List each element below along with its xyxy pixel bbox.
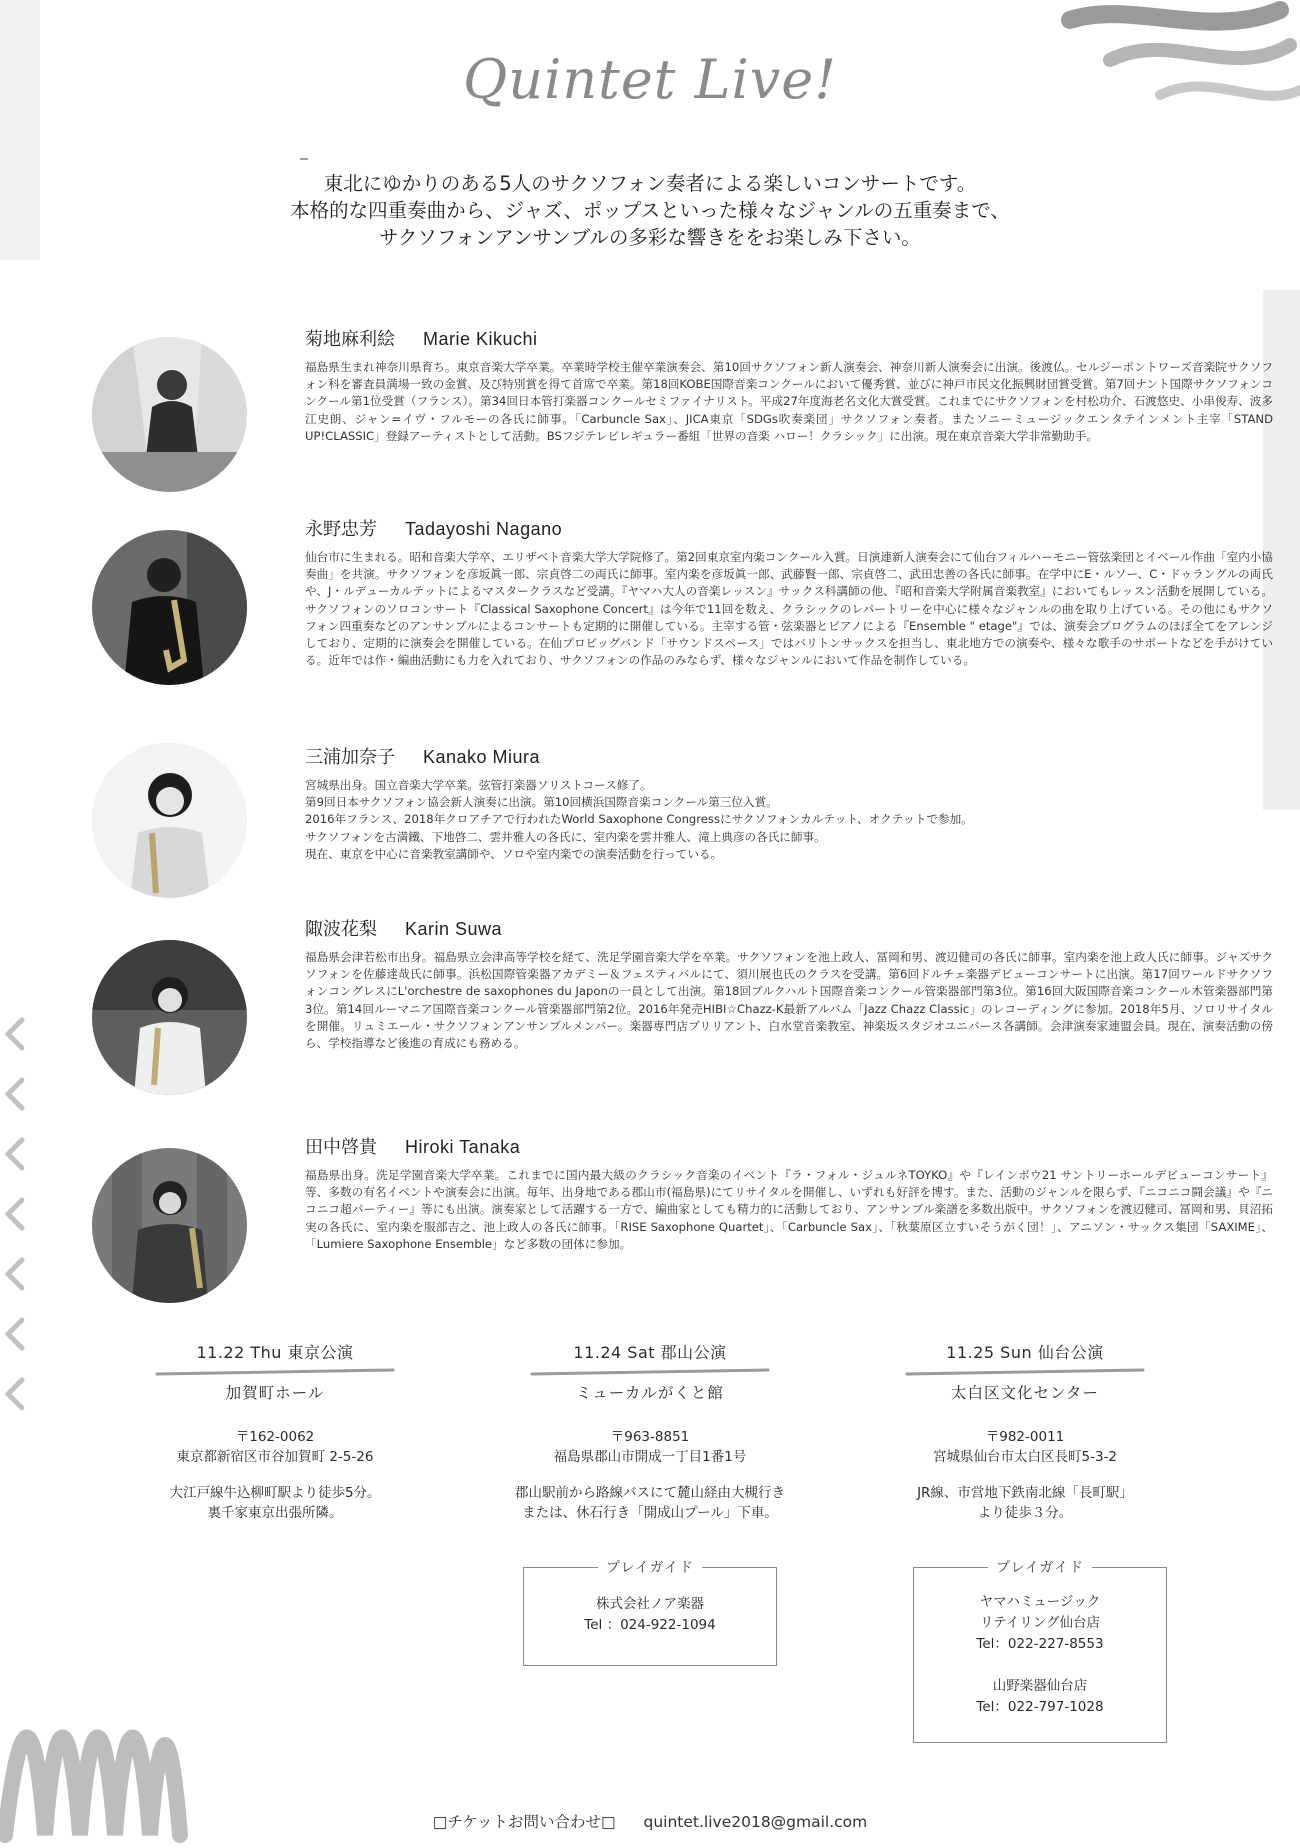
performer-photo	[92, 337, 247, 492]
concert-tokyo	[115, 1340, 435, 1523]
bio-line: 2016年フランス、2018年クロアチアで行われたWorld Saxophone Congressにサクソフォンカルテット、オクテットで参加。	[305, 812, 973, 827]
page-title: Quintet Live!	[463, 48, 837, 111]
performer-name	[305, 915, 502, 941]
performer-name	[305, 325, 538, 351]
play-guide-spacer	[914, 1655, 1166, 1676]
play-guide-koriyama	[523, 1560, 777, 1666]
divider-line	[155, 1367, 395, 1377]
performer-bio	[305, 777, 1273, 863]
performer-name	[305, 515, 562, 541]
performer-bio: 福島県会津若松市出身。福島県立会津高等学校を経て、洗足学園音楽大学を卒業。サクソフォンを池上政人、冨岡和男、渡辺健司の各氏に師事。室内楽を池上政人氏に師事。ジャズサクソフォンを佐藤達哉氏に師事。浜松国際管楽器アカデミー＆フェスティバルにて、須川展也氏のクラスを受講。第6回ドルチェ楽器デビューコンサートに出演。第17回ワールドサクソフォンコングレスにL'orchestre de saxophones du Japonの一員として出演。第18回ブルクハルト国際音楽コンクール管楽器部門第3位。第16回大阪国際音楽コンクール木管楽器部門第3位。第14回ルーマニア国際音楽コンクール管楽器部門第2位。2016年発売HIBI☆Chazz-K最新アルバム「Jazz Chazz Classic」のレコーディングに参加。2018年5月、ソロリサイタルを開催。リュミエール・サクソフォンアンサンブルメンバー。楽器専門店ブリリアント、白水堂音楽教室、神楽坂スタジオユニバース各講師。会津演奏家連盟会員。現在、演奏活動の傍ら、学校指導など後進の育成にも務める。	[305, 950, 1273, 1051]
bio-line: 第9回日本サクソフォン協会新人演奏に出演。第10回横浜国際音楽コンクール第三位入賞。	[305, 795, 778, 810]
concert-postal-code: 〒162-0062	[235, 1429, 315, 1445]
play-guide-title: プレイガイド	[988, 1557, 1092, 1577]
play-guide-shop: 株式会社ノア楽器	[596, 1596, 704, 1612]
concert-date: 11.25 Sun 仙台公演	[946, 1343, 1104, 1362]
contact-email[interactable]: quintet.live2018@gmail.com	[643, 1813, 868, 1831]
play-guide-phone: Tel ：024-922-1094	[584, 1617, 716, 1633]
play-guide-phone: Tel：022-797-1028	[976, 1699, 1104, 1715]
performer-name-en: Hiroki Tanaka	[405, 1137, 521, 1157]
intro-text	[0, 170, 1300, 251]
play-guide-phone: Tel：022-227-8553	[976, 1636, 1104, 1652]
concert-postal-code: 〒963-8851	[610, 1429, 690, 1445]
gray-block-decoration-left-top	[0, 0, 60, 300]
concert-koriyama	[490, 1340, 810, 1523]
performer-bio: 福島県生まれ神奈川県育ち。東京音楽大学卒業。卒業時学校主催卒業演奏会、第10回サクソフォン新人演奏会、神奈川新人演奏会に出演。後渡仏。セルジーポントワーズ音楽院サクソフォン科を審査員満場一致の金賞、及び特別賞を得て首席で卒業。第18回KOBE国際音楽コンクールにおいて優秀賞、並びに神戸市民文化振興財団賞受賞。第7回ナント国際サクソフォンコンクール第1位受賞（フランス）。第34回日本管打楽器コンクールセミファイナリスト。平成27年度海老名文化大賞受賞。これまでにサクソフォンを村松功介、石渡悠史、小串俊寿、波多江史朗、ジャン=イヴ・フルモーの各氏に師事。「Carbuncle Sax」、JICA東京「SDGs吹奏楽団」サクソフォン奏者。またソニーミュージックエンタテインメント主宰「STAND UP!CLASSIC」登録アーティストとして活動。BSフジテレビレギュラー番組「世界の音楽 ハロー！クラシック」に出演。現在東京音楽大学非常勤助手。	[305, 360, 1273, 443]
divider-line	[905, 1367, 1145, 1377]
performer-name-ja: 三浦加奈子	[305, 747, 395, 768]
performer-name-ja: 陬波花梨	[305, 919, 377, 940]
intro-line: 本格的な四重奏曲から、ジャズ、ポップスといった様々なジャンルの五重奏まで、	[290, 199, 1010, 222]
intro-line: サクソフォンアンサンブルの多彩な響きををお楽しみ下さい。	[379, 226, 921, 249]
concert-address: 宮城県仙台市太白区長町5-3-2	[932, 1449, 1117, 1465]
ticket-contact	[0, 1810, 1300, 1832]
chevron-pattern-decoration-left	[0, 1010, 40, 1410]
divider-line	[530, 1367, 770, 1377]
performer-name-ja: 永野忠芳	[305, 519, 377, 540]
concert-address: 福島県郡山市開成一丁目1番1号	[553, 1449, 747, 1465]
small-dash-mark	[300, 158, 308, 160]
concert-venue: ミューカルがくと館	[576, 1384, 724, 1402]
intro-line: 東北にゆかりのある5人のサクソフォン奏者による楽しいコンサートです。	[323, 172, 977, 195]
performer-bio: 福島県出身。洗足学園音楽大学卒業。これまでに国内最大級のクラシック音楽のイベント『ラ・フォル・ジュルネTOYKO』や『レインボウ21 サントリーホールデビューコンサート』等、多数の有名イベントや演奏会に出演。毎年、出身地である郡山市(福島県)にてリサイタルを開催し、いずれも好評を博す。また、活動のジャンルを限らず、『ニコニコ闘会議』や『ニコニコ超パーティー』等にも出演。演奏家として活躍する一方で、編曲家としても精力的に活動しており、アンサンブル楽譜を多数出版中。サクソフォンを渡辺健司、冨岡和男、貝沼拓実の各氏に、室内楽を服部吉之、池上政人の各氏に師事。「RISE Saxophone Quartet」、「Carbuncle Sax」、「秋葉原区立すいそうがく団！」、アニソン・サックス集団「SAXIME」、「Lumiere Saxophone Ensemble」など多数の団体に参加。	[305, 1168, 1273, 1251]
bio-line: サクソフォンを古満鐵、下地啓二、雲井雅人の各氏に、室内楽を雲井雅人、滝上典彦の各氏に師事。	[305, 829, 826, 844]
concert-venue: 太白区文化センター	[951, 1384, 1099, 1402]
play-guide-shop: リテイリング仙台店	[979, 1615, 1100, 1631]
performer-photo	[92, 1148, 247, 1303]
play-guide-sendai	[913, 1560, 1167, 1743]
performer-name-ja: 田中啓貴	[305, 1137, 377, 1158]
performer-photo	[92, 530, 247, 685]
concert-access: 大江戸線牛込柳町駅より徒歩5分。	[169, 1485, 381, 1501]
performer-name	[305, 743, 540, 769]
concert-date: 11.24 Sat 郡山公演	[573, 1343, 727, 1362]
play-guide-shop: 山野楽器仙台店	[992, 1678, 1088, 1694]
performer-name-ja: 菊地麻利絵	[305, 329, 395, 350]
performer-name	[305, 1133, 520, 1159]
concert-access: 裏千家東京出張所隣。	[207, 1505, 343, 1521]
bio-line: 宮城県出身。国立音楽大学卒業。弦管打楽器ソリストコース修了。	[305, 778, 652, 792]
ticket-contact-label: □チケットお問い合わせ□	[432, 1813, 616, 1831]
bio-line: 現在、東京を中心に音楽教室講師や、ソロや室内楽での演奏活動を行っている。	[305, 846, 723, 861]
performer-name-en: Marie Kikuchi	[423, 329, 538, 349]
performer-name-en: Kanako Miura	[423, 747, 541, 767]
performer-name-en: Tadayoshi Nagano	[405, 519, 563, 539]
concert-access: または、休石行き「開成山プール」下車。	[522, 1505, 778, 1521]
concert-postal-code: 〒982-0011	[985, 1429, 1065, 1445]
concert-access: JR線、市営地下鉄南北線「長町駅」	[917, 1485, 1133, 1501]
concert-access: 郡山駅前から路線バスにて麓山経由大槻行き	[515, 1485, 785, 1501]
concert-sendai	[865, 1340, 1185, 1523]
performer-photo	[92, 940, 247, 1095]
concert-access: より徒歩３分。	[977, 1505, 1073, 1521]
play-guide-shop: ヤマハミュージック	[979, 1594, 1101, 1610]
concert-venue: 加賀町ホール	[225, 1384, 325, 1402]
performer-bio: 仙台市に生まれる。昭和音楽大学卒、エリザベト音楽大学大学院修了。第2回東京室内楽コンクール入賞。日演連新人演奏会にて仙台フィルハーモニー管弦楽団とイベール作曲「室内小協奏曲」を共演。サクソフォンを彦坂眞一郎、宗貞啓二の両氏に師事。室内楽を彦坂眞一郎、武藤賢一郎、宗貞啓二、武田忠善の各氏に師事。在学中にE・ルソー、C・ドゥラングルの両氏や、J・ルデューカルテットによるマスタークラスなど受講。『ヤマハ大人の音楽レッスン』サックス科講師の他、『昭和音楽大学附属音楽教室』においてもレッスン活動を展開している。サクソフォンのソロコンサート『Classical Saxophone Concert』は今年で11回を数え、クラシックのレパートリーを中心に様々なジャンルの曲を取り上げている。その他にもサクソフォン四重奏などのアンサンブルによるコンサートも定期的に開催している。主宰する管・弦楽器とピアノによる『Ensemble " etage"』では、演奏会プログラムのほぼ全てをアレンジしており、定期的に演奏会を開催している。在仙プロビッグバンド「サウンドスペース」ではバリトンサックスを担当し、東北地方での演奏や、様々な歌手のサポートなどを手がけている。近年では作・編曲活動にも力を入れており、サクソフォンの作品のみならず、様々なジャンルにおいて作品を制作している。	[305, 550, 1273, 668]
performer-photo	[92, 743, 247, 898]
performer-name-en: Karin Suwa	[405, 919, 503, 939]
concert-address: 東京都新宿区市谷加賀町 2-5-26	[176, 1449, 374, 1465]
concert-date: 11.22 Thu 東京公演	[196, 1343, 354, 1362]
play-guide-title: プレイガイド	[598, 1557, 702, 1577]
